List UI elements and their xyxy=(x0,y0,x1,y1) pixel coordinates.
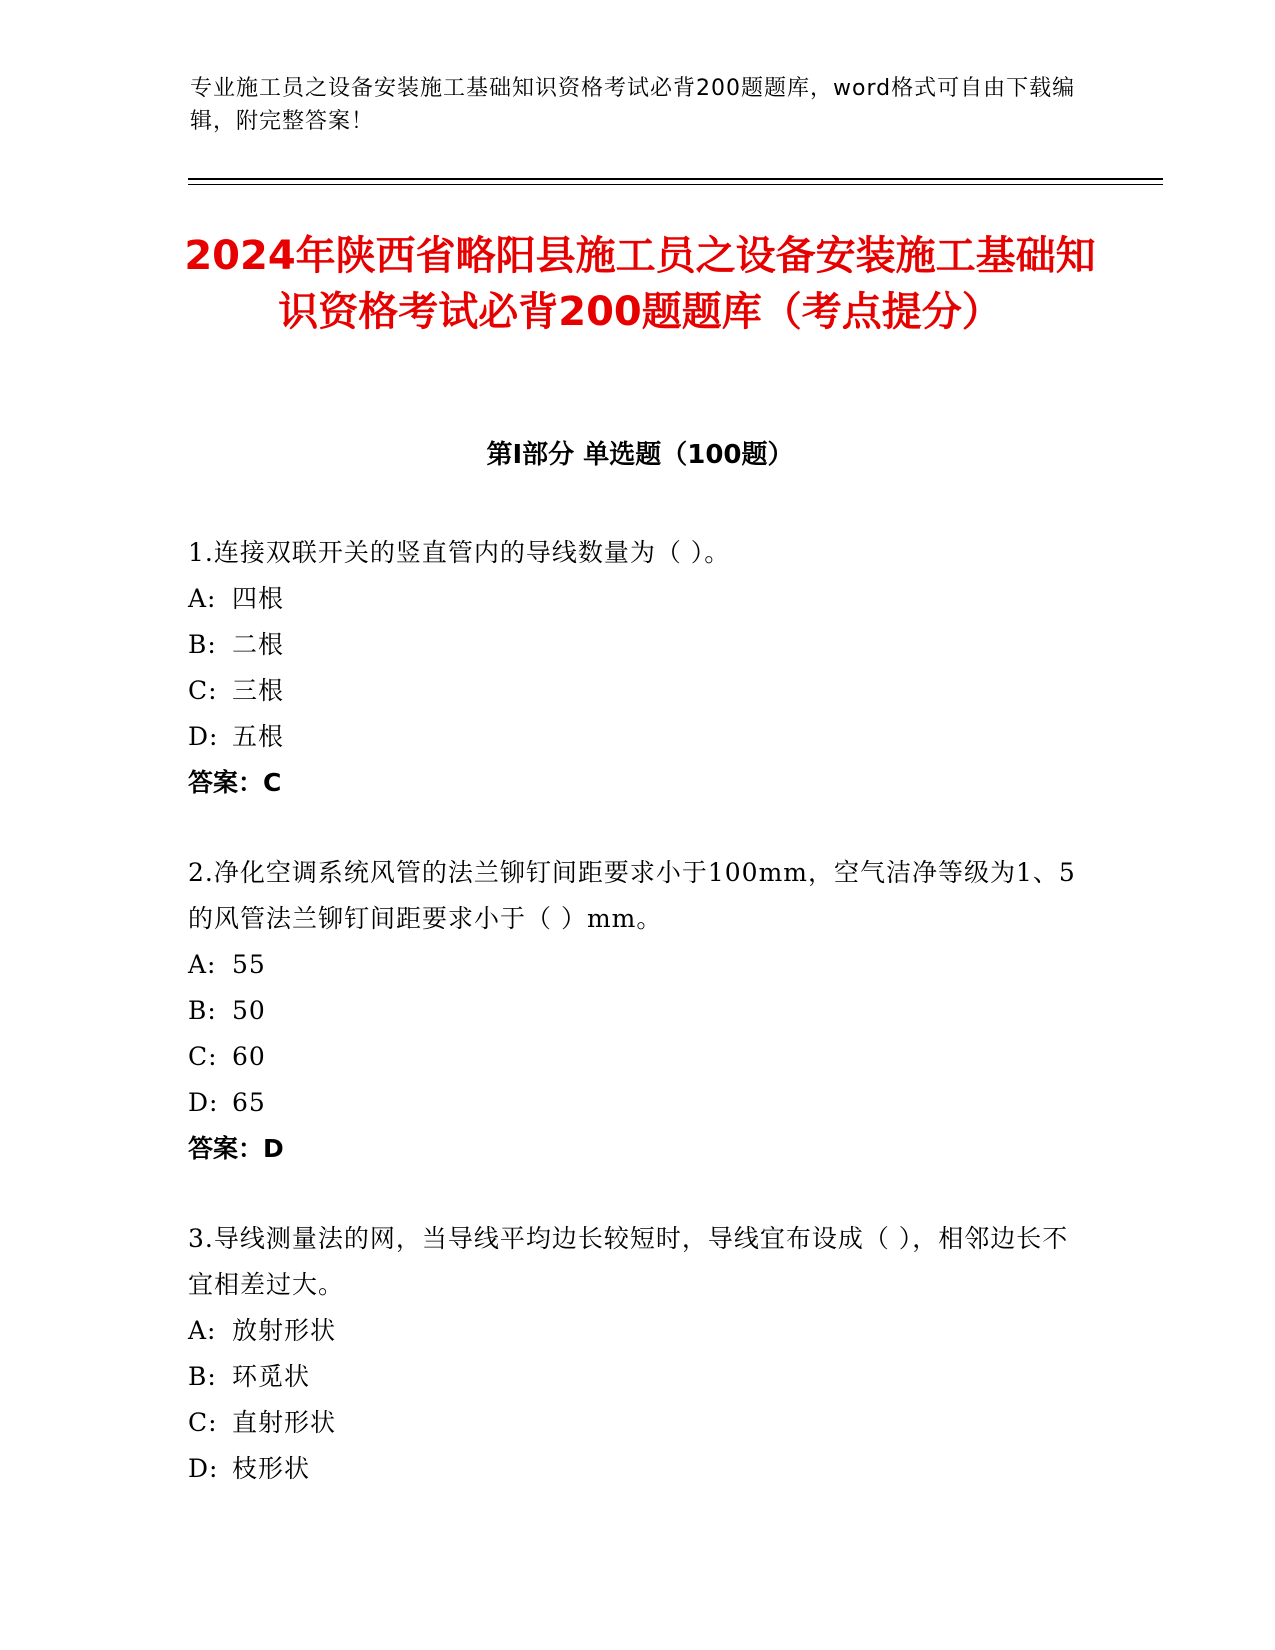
question-1 xyxy=(188,530,1088,806)
option-a xyxy=(188,576,1088,622)
option-text: 五根 xyxy=(232,722,285,751)
option-b xyxy=(188,988,1088,1034)
header-rule-thin xyxy=(188,184,1163,185)
option-key: C: xyxy=(188,676,218,705)
question-2 xyxy=(188,850,1088,1172)
answer-label: 答案： xyxy=(188,768,264,797)
option-c xyxy=(188,668,1088,714)
option-key: A: xyxy=(188,584,217,613)
option-text: 50 xyxy=(232,996,266,1025)
option-text: 放射形状 xyxy=(232,1316,337,1345)
option-text: 60 xyxy=(232,1042,266,1071)
option-d xyxy=(188,1446,1088,1492)
question-stem: 3.导线测量法的网，当导线平均边长较短时，导线宜布设成（ ），相邻边长不宜相差过大。 xyxy=(188,1224,1069,1299)
document-title: 2024年陕西省略阳县施工员之设备安装施工基础知识资格考试必背200题题库（考点提分） xyxy=(184,233,1096,335)
option-key: C: xyxy=(188,1042,218,1071)
answer-label: 答案： xyxy=(188,1134,264,1163)
option-text: 55 xyxy=(232,950,266,979)
option-key: C: xyxy=(188,1408,218,1437)
question-3 xyxy=(188,1216,1088,1492)
answer-line xyxy=(188,1126,1088,1172)
question-stem: 2.净化空调系统风管的法兰铆钉间距要求小于100mm，空气洁净等级为1、5的风管法兰铆钉间距要求小于（ ）mm。 xyxy=(188,858,1076,933)
question-stem: 1.连接双联开关的竖直管内的导线数量为（ ）。 xyxy=(188,538,731,567)
option-text: 二根 xyxy=(232,630,285,659)
answer-line xyxy=(188,760,1088,806)
answer-value: C xyxy=(263,768,282,797)
option-b xyxy=(188,622,1088,668)
question-list xyxy=(188,530,1088,1536)
section-title: 第Ⅰ部分 单选题（100题） xyxy=(486,440,794,470)
option-c xyxy=(188,1400,1088,1446)
header-note: 专业施工员之设备安装施工基础知识资格考试必背200题题库，word格式可自由下载编辑，附完整答案！ xyxy=(190,76,1076,134)
option-text: 环觅状 xyxy=(232,1362,311,1391)
option-key: D: xyxy=(188,1454,219,1483)
option-key: D: xyxy=(188,1088,219,1117)
option-a xyxy=(188,942,1088,988)
option-a xyxy=(188,1308,1088,1354)
header-rule-thick xyxy=(188,178,1163,180)
option-key: A: xyxy=(188,950,217,979)
option-c xyxy=(188,1034,1088,1080)
option-text: 直射形状 xyxy=(232,1408,337,1437)
option-b xyxy=(188,1354,1088,1400)
option-key: D: xyxy=(188,722,219,751)
option-key: B: xyxy=(188,996,217,1025)
option-key: A: xyxy=(188,1316,217,1345)
option-key: B: xyxy=(188,1362,217,1391)
option-d xyxy=(188,1080,1088,1126)
option-text: 枝形状 xyxy=(232,1454,311,1483)
option-text: 四根 xyxy=(232,584,285,613)
option-d xyxy=(188,714,1088,760)
option-key: B: xyxy=(188,630,217,659)
option-text: 三根 xyxy=(232,676,285,705)
option-text: 65 xyxy=(232,1088,266,1117)
answer-value: D xyxy=(263,1134,284,1163)
